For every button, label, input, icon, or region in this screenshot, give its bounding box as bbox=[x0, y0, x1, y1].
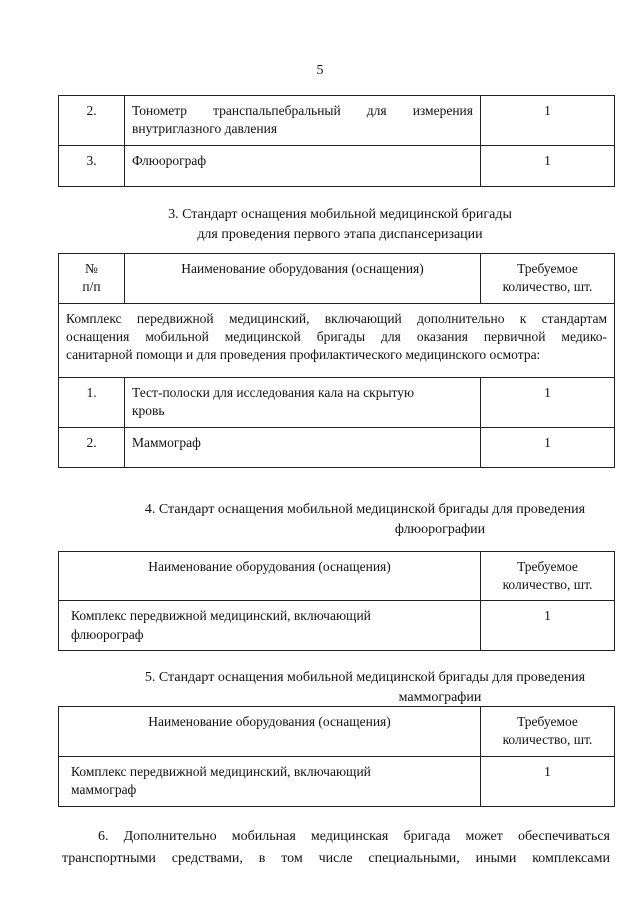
header-name: Наименование оборудования (оснащения) bbox=[59, 707, 481, 757]
paragraph-line: транспортными средствами, в том числе специальными, иными комплексами bbox=[62, 850, 610, 866]
section-4-title bbox=[110, 500, 620, 539]
equipment-name-line: флюорограф bbox=[71, 626, 144, 642]
section-title-line: 5. Стандарт оснащения мобильной медицинской бригады для проведения bbox=[144, 670, 586, 685]
equipment-name bbox=[59, 601, 481, 651]
equipment-name bbox=[125, 96, 481, 146]
page-number: 5 bbox=[316, 63, 324, 78]
equipment-quantity: 1 bbox=[481, 378, 615, 428]
table-header-row bbox=[59, 254, 615, 304]
header-number bbox=[59, 254, 125, 304]
row-number: 3. bbox=[59, 146, 125, 187]
paragraph-6 bbox=[62, 826, 610, 869]
equipment-quantity: 1 bbox=[481, 146, 615, 187]
section-3-title bbox=[100, 205, 580, 244]
section-title-line: маммографии bbox=[398, 689, 482, 705]
header-text: количество, шт. bbox=[502, 732, 593, 748]
section-title-line: флюорографии bbox=[394, 521, 486, 537]
section-5-table bbox=[58, 706, 615, 807]
section-5-title bbox=[110, 668, 620, 707]
equipment-name: Флюорограф bbox=[125, 146, 481, 187]
row-number: 1. bbox=[59, 378, 125, 428]
header-name: Наименование оборудования (оснащения) bbox=[59, 552, 481, 601]
equipment-name bbox=[59, 757, 481, 807]
header-quantity bbox=[481, 254, 615, 304]
header-text: количество, шт. bbox=[502, 279, 593, 295]
equipment-name bbox=[125, 378, 481, 428]
header-text: количество, шт. bbox=[502, 577, 593, 593]
row-number: 2. bbox=[59, 428, 125, 468]
equipment-quantity: 1 bbox=[481, 601, 615, 651]
header-text: Требуемое bbox=[517, 559, 578, 574]
complex-description bbox=[59, 304, 615, 378]
section-title-line: 3. Стандарт оснащения мобильной медицинской бригады bbox=[168, 207, 512, 222]
table-header-row bbox=[59, 552, 615, 601]
equipment-quantity: 1 bbox=[481, 96, 615, 146]
section-4-table bbox=[58, 551, 615, 651]
table-row bbox=[59, 146, 615, 187]
header-quantity bbox=[481, 552, 615, 601]
description-line: оснащения мобильной медицинской бригады для оказания первичной медико- bbox=[66, 329, 607, 345]
table-row bbox=[59, 601, 615, 651]
table-header-row bbox=[59, 707, 615, 757]
header-text: № bbox=[85, 261, 98, 276]
header-name: Наименование оборудования (оснащения) bbox=[125, 254, 481, 304]
header-text: Требуемое bbox=[517, 261, 578, 276]
header-quantity bbox=[481, 707, 615, 757]
equipment-quantity: 1 bbox=[481, 757, 615, 807]
table-row bbox=[59, 378, 615, 428]
equipment-name-line: Комплекс передвижной медицинский, включающий bbox=[71, 608, 371, 624]
equipment-name-line: Комплекс передвижной медицинский, включающий bbox=[71, 764, 371, 779]
equipment-name-line: кровь bbox=[132, 403, 165, 419]
header-text: п/п bbox=[82, 279, 101, 295]
equipment-quantity: 1 bbox=[481, 428, 615, 468]
description-line: Комплекс передвижной медицинский, включающий дополнительно к стандартам bbox=[66, 311, 607, 326]
table-row bbox=[59, 96, 615, 146]
section-title-line: для проведения первого этапа диспансеризации bbox=[197, 226, 483, 242]
section-3-table bbox=[58, 253, 615, 468]
paragraph-line: 6. Дополнительно мобильная медицинская бригада может обеспечиваться bbox=[98, 829, 610, 844]
equipment-table-continued bbox=[58, 95, 615, 187]
equipment-name-line: Тест-полоски для исследования кала на скрытую bbox=[132, 385, 415, 400]
description-line: санитарной помощи и для проведения профилактического медицинского осмотра: bbox=[66, 347, 541, 363]
equipment-name-line: Тонометр транспальпебральный для измерения bbox=[132, 103, 473, 118]
section-title-line: 4. Стандарт оснащения мобильной медицинской бригады для проведения bbox=[144, 502, 586, 517]
table-row bbox=[59, 757, 615, 807]
equipment-name-line: внутриглазного давления bbox=[132, 121, 278, 137]
equipment-name-line: маммограф bbox=[71, 782, 137, 798]
row-number: 2. bbox=[59, 96, 125, 146]
table-row bbox=[59, 304, 615, 378]
header-text: Требуемое bbox=[517, 714, 578, 729]
equipment-name: Маммограф bbox=[125, 428, 481, 468]
table-row bbox=[59, 428, 615, 468]
